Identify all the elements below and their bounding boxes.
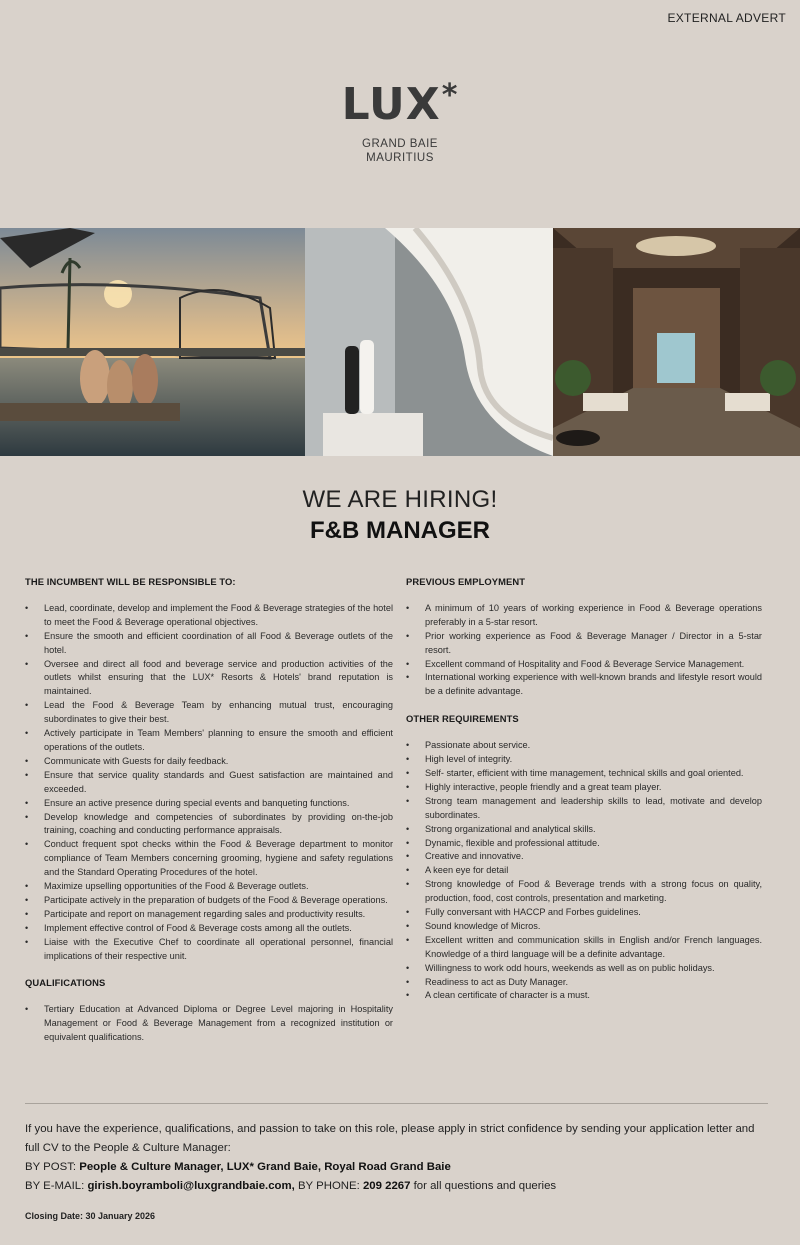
footer-divider [25,1103,768,1104]
list-item: • Ensure the smooth and efficient coordination of all Food & Beverage outlets of the hotel. [25,630,393,658]
list-item: • Prior working experience as Food & Beverage Manager / Director in a 5-star resort. [406,630,762,658]
list-item: • Maximize upselling opportunities of the Food & Beverage outlets. [25,880,393,894]
list-item: • Readiness to act as Duty Manager. [406,976,762,990]
responsibilities-list [25,602,393,964]
hiring-banner [0,485,800,547]
phone-label: BY PHONE: [294,1180,363,1192]
list-item: • Participate and report on management regarding sales and productivity results. [25,908,393,922]
hiring-title: WE ARE HIRING! [302,486,498,513]
logo-star: * [441,78,459,113]
list-item: • Ensure that service quality standards and Guest satisfaction are maintained and exceeded. [25,769,393,797]
list-item: • A minimum of 10 years of working experience in Food & Beverage operations preferably in a 5-star resort. [406,602,762,630]
job-role-title: F&B MANAGER [310,517,490,544]
qualifications-heading: QUALIFICATIONS [25,977,106,989]
list-item: • Strong team management and leadership skills to lead, motivate and develop subordinates. [406,795,762,823]
list-item: • Actively participate in Team Members' planning to ensure the smooth and efficient operations of the outlets. [25,727,393,755]
post-address: People & Culture Manager, LUX* Grand Baie, Royal Road Grand Baie [79,1161,451,1173]
list-item: • A clean certificate of character is a must. [406,989,762,1003]
list-item: • Oversee and direct all food and beverage service and production activities of the outlets whilst ensuring that the LUX* Resorts & Hotels' brand reputation is maintained. [25,658,393,700]
list-item: • Excellent written and communication skills in English and/or French languages. Knowledge of a third language will be a definite advantage. [406,934,762,962]
apply-by-post [25,1158,765,1177]
apply-by-email-phone [25,1177,765,1196]
list-item: • Liaise with the Executive Chef to coordinate all operational personnel, financial implications of their respective unit. [25,936,393,964]
list-item: • Ensure an active presence during special events and banqueting functions. [25,797,393,811]
list-item: • Passionate about service. [406,739,762,753]
logo-location-line1: GRAND BAIE [362,138,438,150]
list-item: • Develop knowledge and competencies of subordinates by providing on-the-job training, coaching and conducting performance appraisals. [25,811,393,839]
logo-text: LUX [341,79,441,130]
list-item: • Excellent command of Hospitality and Food & Beverage Service Management. [406,658,762,672]
list-item: • Fully conversant with HACCP and Forbes guidelines. [406,906,762,920]
list-item: • Sound knowledge of Micros. [406,920,762,934]
logo-location-line2: MAURITIUS [366,152,434,164]
left-column [25,575,393,1045]
photo-sculpture [305,228,553,456]
list-item: • Strong knowledge of Food & Beverage trends with a strong focus on quality, production, food, cost controls, presentation and marketing. [406,878,762,906]
external-advert-label: EXTERNAL ADVERT [667,11,786,25]
email-address[interactable]: girish.boyramboli@luxgrandbaie.com, [87,1180,295,1192]
list-item: • Highly interactive, people friendly and a great team player. [406,781,762,795]
list-item: • Self- starter, efficient with time management, technical skills and goal oriented. [406,767,762,781]
apply-intro: If you have the experience, qualifications, and passion to take on this role, please apply in strict confidence by sending your application letter and full CV to the People & Culture Manager: [25,1123,755,1154]
other-requirements-list [406,739,762,1003]
post-label: BY POST: [25,1161,80,1173]
previous-employment-heading: PREVIOUS EMPLOYMENT [406,576,526,587]
list-item: • Tertiary Education at Advanced Diploma or Degree Level majoring in Hospitality Management or Food & Beverage Management from a recognized institution or equivalent qualifications. [25,1003,393,1045]
list-item: • Communicate with Guests for daily feedback. [25,755,393,769]
phone-number[interactable]: 209 2267 [362,1180,411,1192]
right-column [406,575,762,1003]
list-item: • Lead, coordinate, develop and implement the Food & Beverage strategies of the hotel to meet the Food & Beverage operational objectives. [25,602,393,630]
responsibilities-heading: THE INCUMBENT WILL BE RESPONSIBLE TO: [25,576,236,587]
list-item: • Implement effective control of Food & Beverage costs among all the outlets. [25,922,393,936]
previous-employment-list [406,602,762,699]
other-requirements-heading: OTHER REQUIREMENTS [406,713,519,725]
list-item: • Willingness to work odd hours, weekends as well as on public holidays. [406,962,762,976]
application-info [25,1120,765,1226]
phone-suffix: for all questions and queries [410,1180,557,1192]
list-item: • Dynamic, flexible and professional attitude. [406,837,762,851]
list-item: • Participate actively in the preparation of budgets of the Food & Beverage operations. [25,894,393,908]
list-item: • Strong organizational and analytical skills. [406,823,762,837]
photo-infinity-pool [0,228,305,456]
closing-date: Closing Date: 30 January 2026 [25,1211,156,1221]
list-item: • International working experience with well-known brands and lifestyle resort would be a definite advantage. [406,671,762,699]
qualifications-list [25,1003,393,1045]
email-label: BY E-MAIL: [25,1180,88,1192]
lux-logo [0,78,800,165]
logo-wordmark [341,78,459,133]
list-item: • Creative and innovative. [406,850,762,864]
photo-lobby [553,228,800,456]
photo-strip [0,228,800,456]
list-item: • High level of integrity. [406,753,762,767]
list-item: • Conduct frequent spot checks within the Food & Beverage department to monitor compliance of Team Members concerning grooming, hygiene and safety regulations and the Standard Operating Procedures of the hotel. [25,838,393,880]
list-item: • Lead the Food & Beverage Team by enhancing mutual trust, encouraging subordinates to give their best. [25,699,393,727]
list-item: • A keen eye for detail [406,864,762,878]
